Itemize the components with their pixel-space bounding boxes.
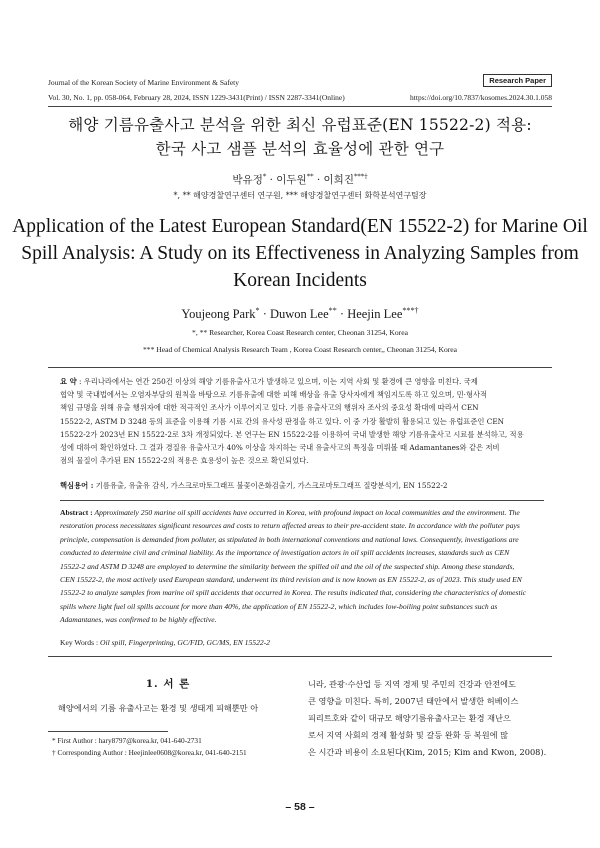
korean-keywords (60, 479, 544, 492)
author-1-ko-mark: * (262, 172, 267, 181)
author-3-en: Heejin Lee (347, 307, 403, 321)
body-text-left: 해양에서의 기름 유출사고는 환경 및 생태계 피해뿐만 아 (58, 703, 259, 713)
abstract-line: 15522-2, ASTM D 3248 등의 표준을 이용해 기름 시료 간의 유사성 판정을 하고 있다. 이 중 가장 활발히 활용되고 있는 유럽표준인 CEN (60, 416, 505, 426)
english-title-line-1: Application of the Latest European Standard(EN 15522-2) for Marine Oil (12, 216, 588, 237)
korean-title-line-1: 해양 기름유출사고 분석을 위한 최신 유럽표준(EN 15522-2) 적용: (68, 116, 532, 134)
abstract-line: restoration process necessitates significant resources and costs to return affected areas to their pre-accident state. In accordance with the polluter pays (60, 521, 520, 531)
author-2-en: Duwon Lee (269, 307, 329, 321)
abstract-line: CEN 15522-2, the most actively used European standard, underwent its third revision and is now known as EN 15522-2, as of 2023. This study used EN (60, 575, 522, 585)
footnote-mark: † (52, 748, 56, 757)
body-line: 은 시간과 비용이 소요된다(Kim, 2015; Kim and Kwon, 2008). (308, 747, 547, 757)
volume-issn: Vol. 30, No. 1, pp. 058-064, February 28, 2024, ISSN 1229-3431(Print) / ISSN 2287-3341(Online) (48, 93, 345, 102)
page-number: – 58 – (285, 801, 315, 813)
footnote-corresponding-author: † Corresponding Author : Heejinlee0608@korea.kr, 041-640-2151 (52, 748, 247, 757)
korean-keywords-label: 핵심용어 : (60, 481, 94, 490)
english-affiliation-1: *, ** Researcher, Korea Coast Research center, Cheonan 31254, Korea (192, 328, 408, 337)
korean-abstract-label: 요 약 (60, 377, 77, 386)
english-authors (0, 307, 600, 322)
article-type-badge: Research Paper (483, 74, 552, 87)
english-keywords-label: Key Words : (60, 638, 99, 647)
abstract-line: Abstract : Approximately 250 marine oil spill accidents have occurred in Korea, with profound impact on local communities and the environment. The (60, 508, 520, 517)
journal-name: Journal of the Korean Society of Marine Environment & Safety (48, 78, 239, 87)
author-3-ko-mark: ***† (353, 172, 368, 181)
abstract-top-rule (48, 367, 552, 368)
abstract-line: spills where light fuel oil spills account for more than 40%, the application of EN 15522-2, which includes low-boiling point substances such as (60, 601, 498, 611)
abstract-line: Adamantanes, was confirmed to be highly effective. (60, 615, 217, 625)
section-heading: 1. 서 론 (145, 678, 191, 690)
author-3-ko: 이희진 (323, 174, 354, 186)
korean-keywords-text: 기름유출, 유출유 감식, 가스크로마토그래프 불꽃이온화검출기, 가스크로마토그래프 질량분석기, EN 15522-2 (95, 481, 448, 490)
header-rule (48, 106, 552, 107)
body-text-right (308, 676, 554, 761)
author-1-en-mark: * (255, 305, 260, 315)
english-abstract-label: Abstract : (60, 508, 93, 517)
doi-link[interactable]: https://doi.org/10.7837/kosomes.2024.30.1.058 (410, 93, 552, 102)
footnote-mark: * (52, 736, 56, 745)
author-separator: · (266, 174, 277, 186)
abstract-line: 협약 및 국내법에서는 오염자부담의 원칙을 바탕으로 기름유출에 대한 피해 배상을 유출 당사자에게 책임지도록 하고 있으며, 민·형사적 (60, 390, 488, 400)
abstract-line: 책임 규명을 위해 유출 행위자에 대한 적극적인 조사가 이루어지고 있다. 기름 유출사고의 행위자 조사의 중요성 확대에 따라서 CEN (60, 403, 479, 413)
footnote-rule (48, 731, 168, 732)
author-2-en-mark: ** (328, 305, 337, 315)
english-keywords-text: Oil spill, Fingerprinting, GC/FID, GC/MS, EN 15522-2 (99, 638, 270, 647)
english-abstract (60, 506, 544, 627)
abstract-line: 15522-2 to analyze samples from marine oil spill accidents that occurred in Korea. The results indicated that, considering the characteristics of domestic (60, 588, 527, 598)
footnote-first-author: * First Author : hary8797@korea.kr, 041-640-2731 (52, 736, 202, 745)
author-2-ko-mark: ** (306, 172, 314, 181)
english-title-line-3: Korean Incidents (233, 270, 367, 291)
english-affiliation-2: *** Head of Chemical Analysis Research Team , Korea Coast Research center,, Cheonan 31254, Korea (142, 345, 458, 354)
english-title-line-2: Spill Analysis: A Study on its Effectiveness in Analyzing Samples from (21, 243, 579, 264)
abstract-line: 15522-2 and ASTM D 3248 are employed to determine the similarity between the spilled oil and the oil of the suspected ship. Among these standards, (60, 561, 515, 571)
body-line: 니라, 관광·수산업 등 지역 경제 및 주민의 건강과 안전에도 (308, 679, 516, 689)
korean-abstract (60, 375, 544, 467)
body-line: 피리트호와 같이 대규모 해양기름유출사고는 환경 재난으 (308, 713, 511, 723)
body-line: 로서 지역 사회의 경제 활성화 및 갈등 완화 등 복원에 많 (308, 730, 509, 740)
author-1-en: Youjeong Park (181, 307, 256, 321)
abstract-line: 15522-2가 2023년 EN 15522-2로 3차 개정되었다. 본 연구는 EN 15522-2를 이용하여 국내 발생한 해양 기름유출사고 시료를 분석하고, 적용 (60, 429, 524, 439)
korean-title-line-2: 한국 사고 샘플 분석의 효율성에 관한 연구 (155, 140, 445, 158)
author-separator: · (336, 307, 348, 321)
abstract-line: 점의 물질이 추가된 EN 15522-2의 적용은 효용성이 높은 것으로 확인되었다. (60, 456, 309, 466)
author-2-ko: 이두원 (276, 174, 307, 186)
author-1-ko: 박유정 (232, 174, 263, 186)
author-separator: · (313, 174, 324, 186)
author-3-en-mark: ***† (402, 305, 419, 315)
korean-authors (0, 172, 600, 187)
abstract-divider (60, 500, 544, 501)
korean-affiliation: *, ** 해양경찰연구센터 연구원, *** 해양경찰연구센터 화학분석연구팀장 (173, 191, 427, 200)
abstract-line: 성에 대하여 확인하였다. 그 결과 경질유 유출사고가 40% 이상을 차지하는 국내 유출사고의 특징을 미뤄볼 때 Adamantanes와 같은 저비 (60, 443, 500, 453)
abstract-line: principle, compensation is demanded from polluter, as stipulated in both international conventions and national laws. Consequently, investigations are (60, 534, 519, 544)
body-line: 큰 영향을 미친다. 특히, 2007년 태안에서 발생한 허베이스 (308, 696, 519, 706)
abstract-line: 요 약 : 우리나라에서는 연간 250건 이상의 해양 기름유출사고가 발생하고 있으며, 이는 지역 사회 및 환경에 큰 영향을 미친다. 국제 (60, 377, 478, 386)
author-separator: · (259, 307, 270, 321)
abstract-line: conducted to determine civil and criminal liability. As the importance of investigation actors in oil spill accidents increases, standards such as CEN (60, 548, 510, 558)
abstract-bottom-rule (48, 656, 552, 657)
english-keywords (60, 636, 544, 649)
